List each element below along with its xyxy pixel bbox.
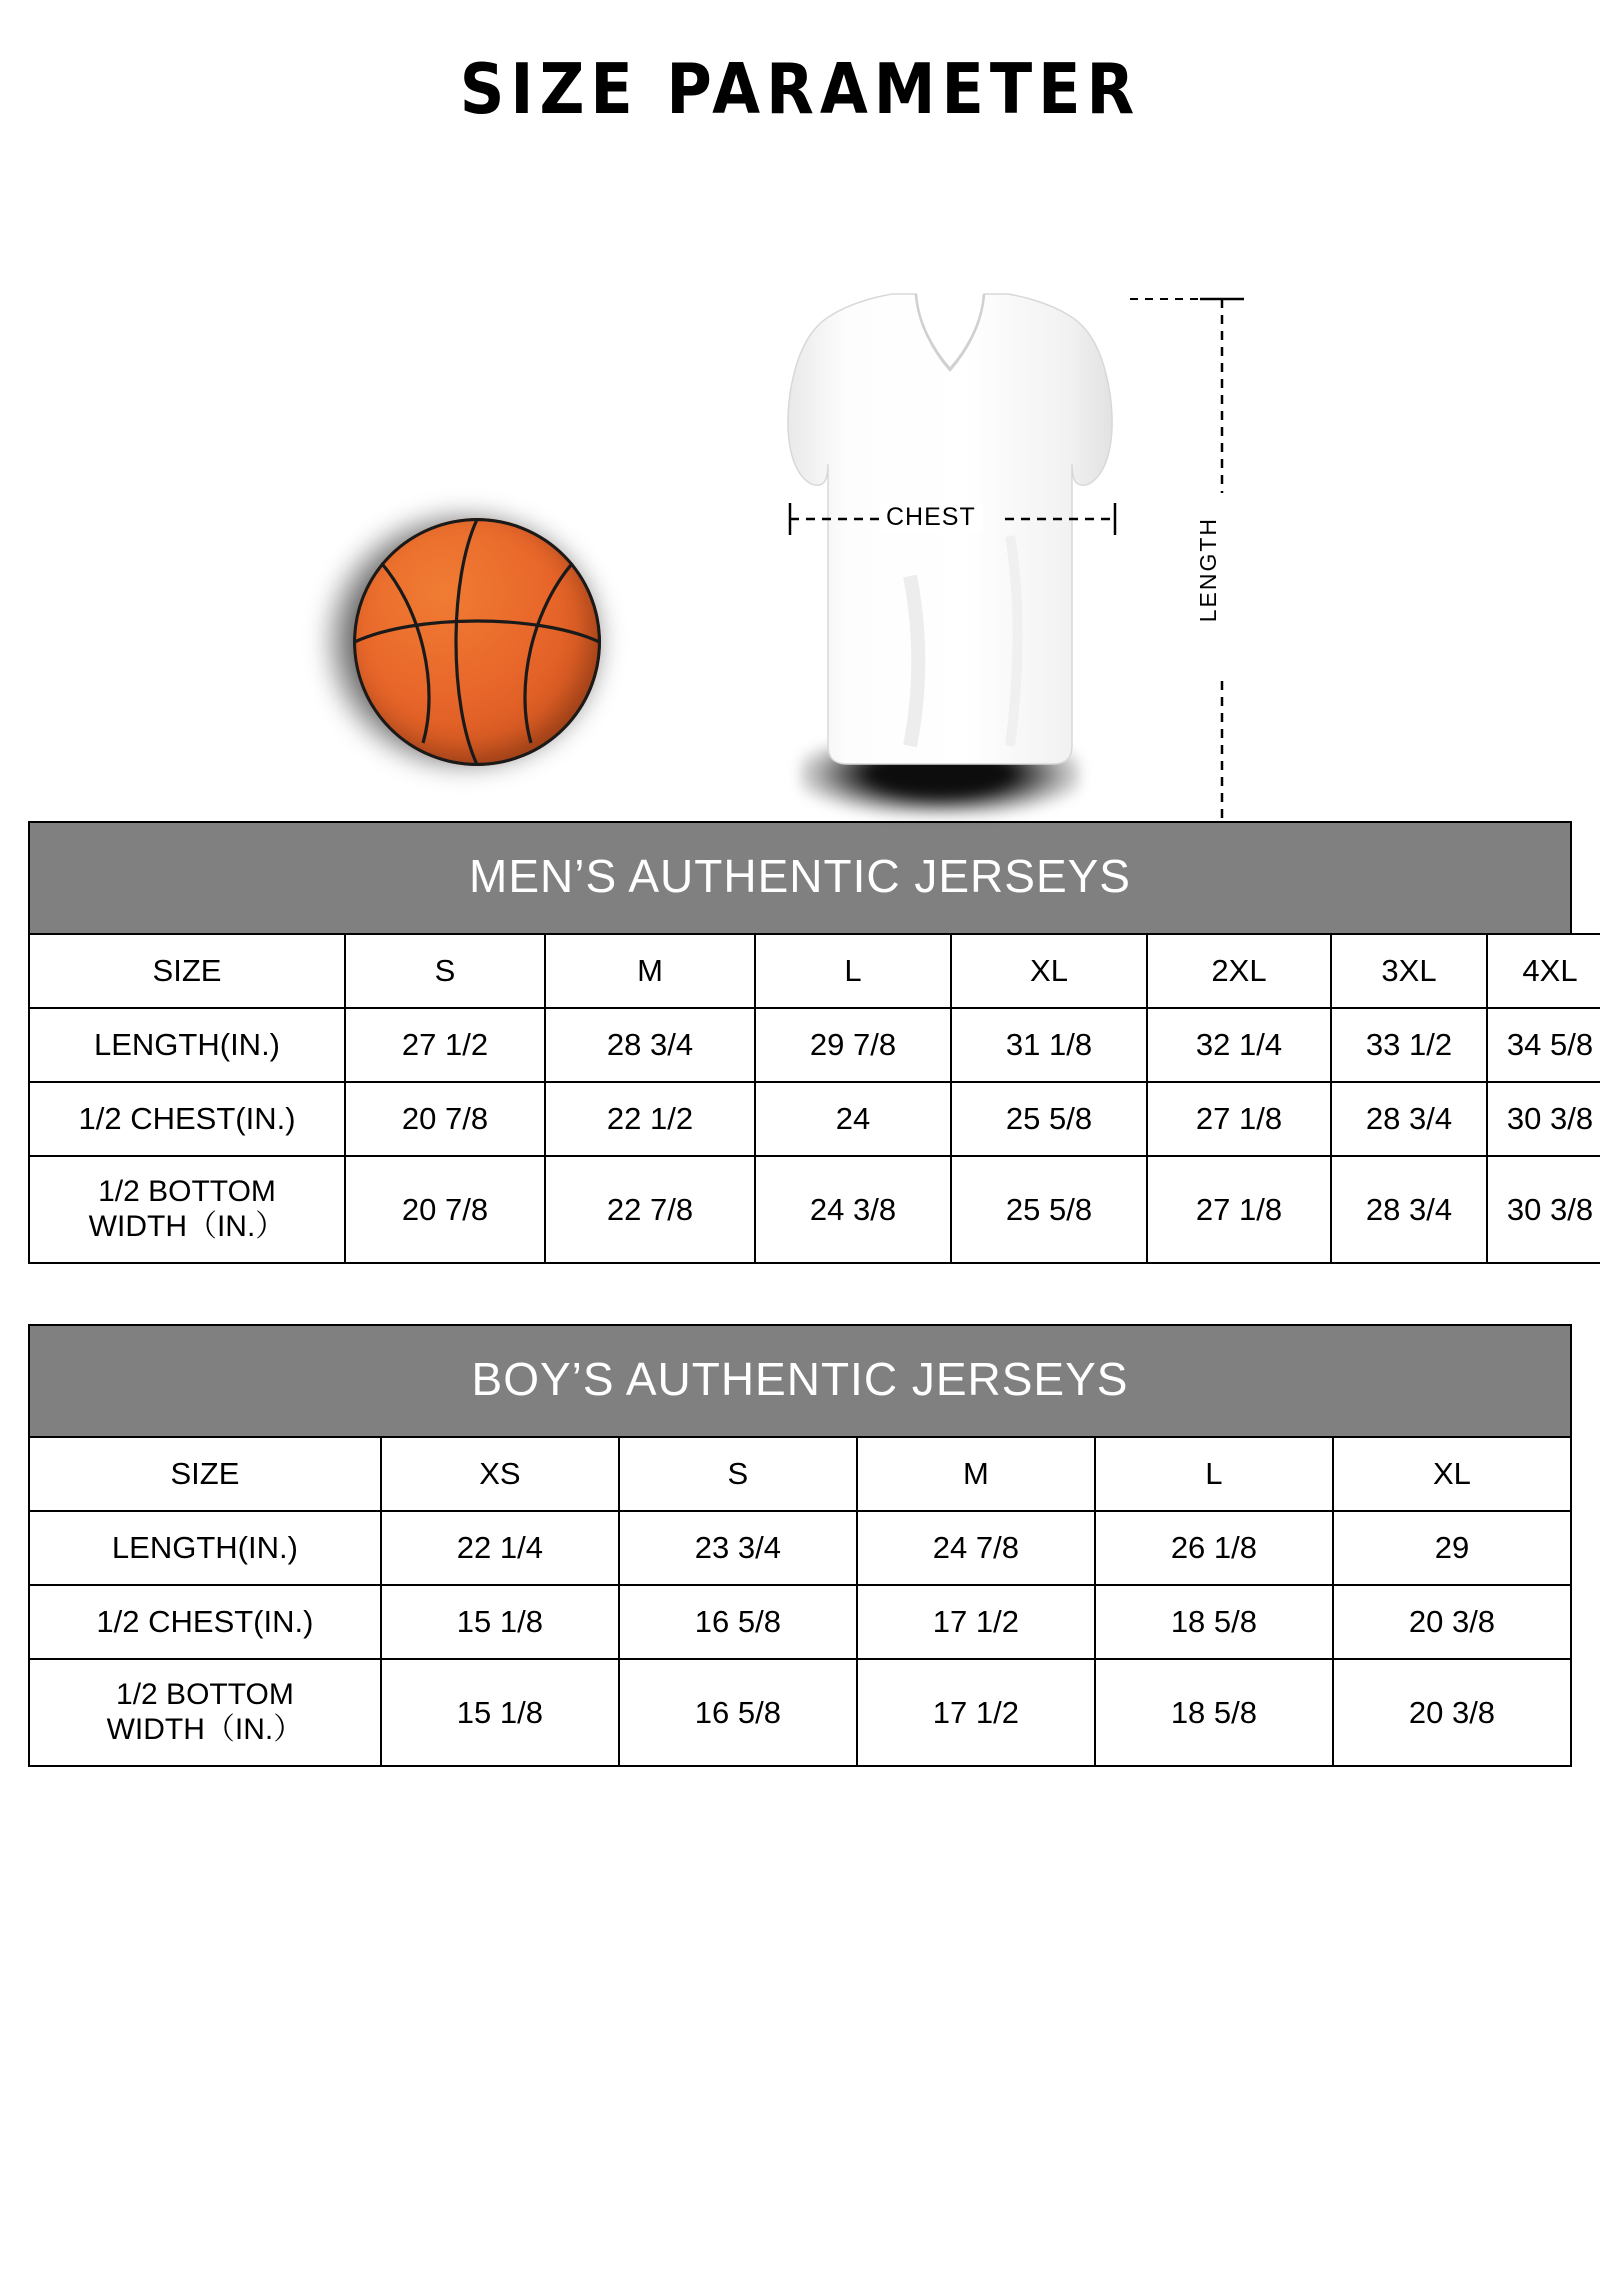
table-cell: 33 1/2 xyxy=(1331,1008,1487,1082)
page-title: SIZE PARAMETER xyxy=(459,48,1141,130)
column-header: L xyxy=(1095,1437,1333,1511)
table-cell: 26 1/8 xyxy=(1095,1511,1333,1585)
table-cell: 24 xyxy=(755,1082,951,1156)
row-header: 1/2 CHEST(IN.) xyxy=(29,1082,345,1156)
table-cell: 15 1/8 xyxy=(381,1585,619,1659)
column-header: SIZE xyxy=(29,934,345,1008)
mens-table-header: MEN’S AUTHENTIC JERSEYS xyxy=(28,821,1572,933)
row-header-line2: WIDTH（IN.） xyxy=(88,1209,286,1243)
row-header: 1/2 CHEST(IN.) xyxy=(29,1585,381,1659)
table-cell: 18 5/8 xyxy=(1095,1659,1333,1766)
table-cell: 25 5/8 xyxy=(951,1156,1147,1263)
table-row xyxy=(29,1082,1600,1156)
table-cell: 24 3/8 xyxy=(755,1156,951,1263)
table-row xyxy=(29,1659,1571,1766)
boys-table-header: BOY’S AUTHENTIC JERSEYS xyxy=(28,1324,1572,1436)
table-cell: 16 5/8 xyxy=(619,1659,857,1766)
table-cell: 15 1/8 xyxy=(381,1659,619,1766)
table-cell: 18 5/8 xyxy=(1095,1585,1333,1659)
column-header: M xyxy=(857,1437,1095,1511)
table-cell: 30 3/8 xyxy=(1487,1156,1600,1263)
table-cell: 24 7/8 xyxy=(857,1511,1095,1585)
row-header-line2: WIDTH（IN.） xyxy=(106,1712,304,1746)
table-cell: 27 1/8 xyxy=(1147,1156,1331,1263)
table-cell: 20 3/8 xyxy=(1333,1585,1571,1659)
column-header: 4XL xyxy=(1487,934,1600,1008)
length-dimension-label: LENGTH xyxy=(1195,511,1222,628)
boys-size-table xyxy=(28,1436,1572,1767)
column-header: XS xyxy=(381,1437,619,1511)
chest-dimension-label: CHEST xyxy=(880,503,982,532)
table-row xyxy=(29,1437,1571,1511)
column-header: 3XL xyxy=(1331,934,1487,1008)
row-header: LENGTH(IN.) xyxy=(29,1008,345,1082)
table-row xyxy=(29,1008,1600,1082)
table-cell: 17 1/2 xyxy=(857,1585,1095,1659)
table-row xyxy=(29,1585,1571,1659)
column-header: M xyxy=(545,934,755,1008)
boys-size-table-block xyxy=(28,1324,1572,1767)
table-cell: 31 1/8 xyxy=(951,1008,1147,1082)
product-illustration xyxy=(0,121,1600,821)
row-header: LENGTH(IN.) xyxy=(29,1511,381,1585)
column-header: S xyxy=(345,934,545,1008)
column-header: 2XL xyxy=(1147,934,1331,1008)
column-header: XL xyxy=(1333,1437,1571,1511)
table-cell: 16 5/8 xyxy=(619,1585,857,1659)
table-row xyxy=(29,1156,1600,1263)
row-header xyxy=(29,1156,345,1263)
table-cell: 34 5/8 xyxy=(1487,1008,1600,1082)
row-header xyxy=(29,1659,381,1766)
table-cell: 20 7/8 xyxy=(345,1156,545,1263)
table-cell: 32 1/4 xyxy=(1147,1008,1331,1082)
table-cell: 28 3/4 xyxy=(1331,1156,1487,1263)
column-header: S xyxy=(619,1437,857,1511)
row-header-line1: 1/2 BOTTOM xyxy=(98,1175,276,1208)
table-cell: 23 3/4 xyxy=(619,1511,857,1585)
table-cell: 25 5/8 xyxy=(951,1082,1147,1156)
table-cell: 28 3/4 xyxy=(1331,1082,1487,1156)
table-cell: 17 1/2 xyxy=(857,1659,1095,1766)
table-row xyxy=(29,1511,1571,1585)
table-cell: 22 1/4 xyxy=(381,1511,619,1585)
table-cell: 28 3/4 xyxy=(545,1008,755,1082)
table-cell: 20 3/8 xyxy=(1333,1659,1571,1766)
table-cell: 22 7/8 xyxy=(545,1156,755,1263)
column-header: SIZE xyxy=(29,1437,381,1511)
mens-size-table-block xyxy=(28,821,1594,1264)
column-header: XL xyxy=(951,934,1147,1008)
mens-size-table xyxy=(28,933,1600,1264)
table-cell: 29 xyxy=(1333,1511,1571,1585)
table-cell: 29 7/8 xyxy=(755,1008,951,1082)
table-row xyxy=(29,934,1600,1008)
table-cell: 22 1/2 xyxy=(545,1082,755,1156)
dimension-lines xyxy=(0,121,1600,821)
table-cell: 27 1/2 xyxy=(345,1008,545,1082)
row-header-line1: 1/2 BOTTOM xyxy=(116,1678,294,1711)
column-header: L xyxy=(755,934,951,1008)
table-cell: 30 3/8 xyxy=(1487,1082,1600,1156)
table-cell: 27 1/8 xyxy=(1147,1082,1331,1156)
table-cell: 20 7/8 xyxy=(345,1082,545,1156)
